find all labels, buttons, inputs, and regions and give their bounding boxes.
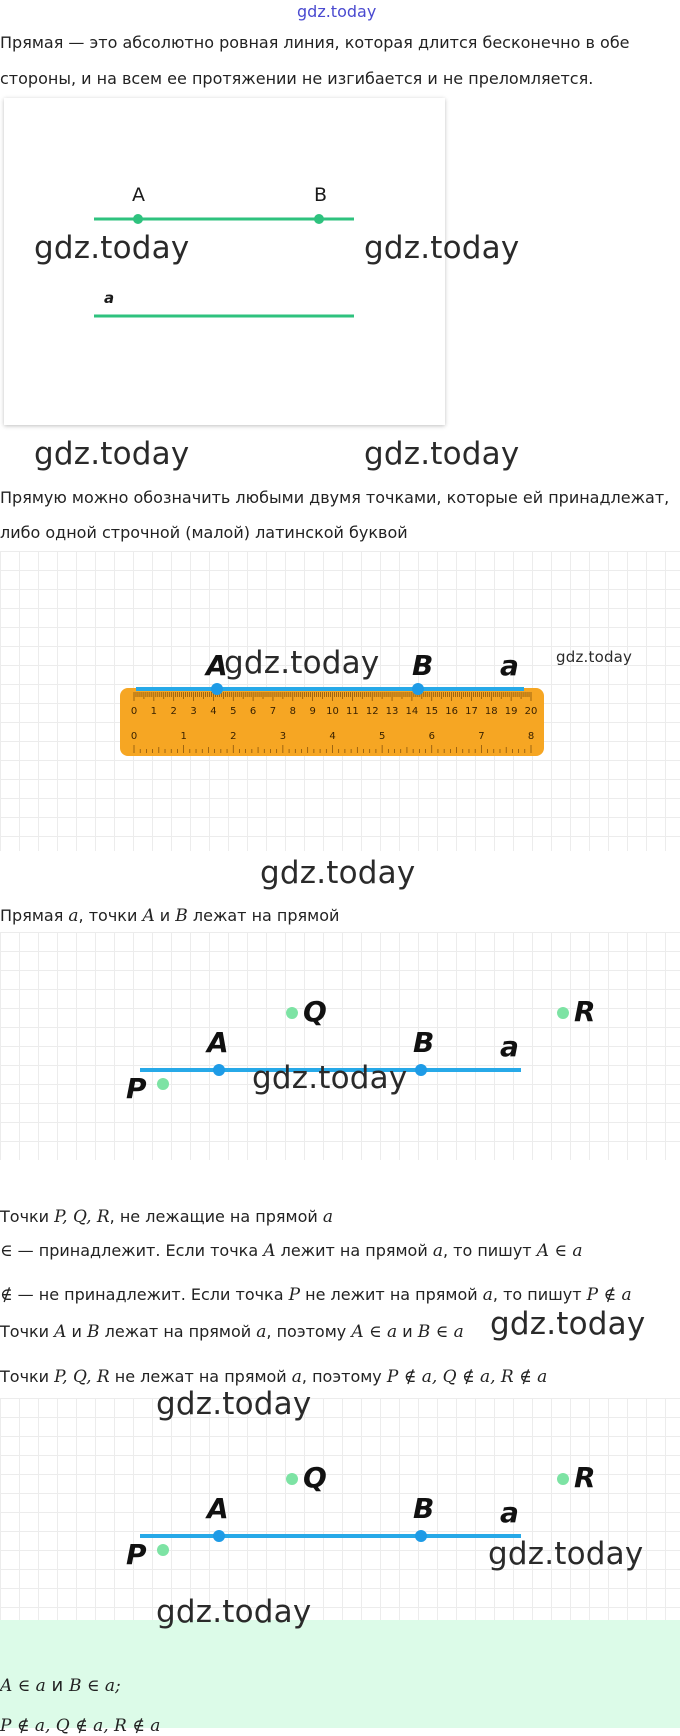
ruler-top-label: 13 <box>385 706 399 717</box>
text: , то пишут <box>492 1285 587 1304</box>
point-b-label: B <box>314 184 328 206</box>
math-a: a <box>482 1285 493 1305</box>
figure-2-drawing <box>0 551 680 851</box>
text4-line-2 <box>0 1241 583 1261</box>
math-a: a <box>432 1241 443 1261</box>
intro-line-2: стороны, и на всем ее протяжении не изгибается и не преломляется. <box>0 69 594 88</box>
text: не лежат на прямой <box>109 1367 292 1386</box>
point-p <box>157 1544 169 1556</box>
ruler-top-label: 8 <box>289 706 296 717</box>
figure-4-drawing <box>0 1398 680 1620</box>
point-r-label: R <box>574 1461 596 1494</box>
math-B: B <box>175 906 188 926</box>
ruler-bottom-label: 3 <box>279 731 287 742</box>
caption-text: и <box>154 906 176 925</box>
math-a: a <box>322 1207 333 1227</box>
text: и <box>45 1675 69 1696</box>
text: , то пишут <box>442 1241 537 1260</box>
ruler-top-label: 6 <box>249 706 257 717</box>
point-b-label: B <box>413 1026 435 1059</box>
line-a-label: a <box>500 649 519 682</box>
math-pqr: P, Q, R <box>54 1367 110 1387</box>
watermark: gdz.today <box>252 1060 408 1096</box>
text: и <box>66 1322 88 1341</box>
math-B: B <box>87 1322 100 1342</box>
point-a <box>133 214 143 224</box>
math-pqr: P, Q, R <box>54 1207 110 1227</box>
point-q-label: Q <box>303 1461 327 1494</box>
line-a-label: a <box>104 289 115 307</box>
math-expr: A ∈ a <box>351 1322 398 1342</box>
math-a: a <box>68 906 79 926</box>
belongs-symbol: ∈ <box>0 1241 13 1261</box>
watermark: gdz.today <box>156 1594 312 1630</box>
math-expr: P ∉ a, Q ∉ a, R ∉ a <box>0 1716 161 1736</box>
text4-line-1 <box>0 1207 333 1227</box>
ruler-top-label: 4 <box>210 706 217 717</box>
point-a-label: A <box>207 1026 229 1059</box>
ruler-top-label: 5 <box>230 706 237 717</box>
math-expr: B ∈ a <box>417 1322 464 1342</box>
text: лежит на прямой <box>275 1241 433 1260</box>
naming-line-2: либо одной строчной (малой) латинской буквой <box>0 523 408 542</box>
summary-line-1 <box>0 1676 121 1696</box>
text: — принадлежит. Если точка <box>12 1241 264 1260</box>
ruler-bottom-label: 2 <box>230 731 237 742</box>
naming-line-1: Прямую можно обозначить любыми двумя точками, которые ей принадлежат, <box>0 488 670 507</box>
text: лежат на прямой <box>99 1322 257 1341</box>
ruler-top-label: 10 <box>326 706 339 717</box>
watermark: gdz.today <box>490 1306 646 1342</box>
ruler-top-label: 20 <box>524 706 538 717</box>
point-b-label: B <box>413 1492 435 1525</box>
watermark: gdz.today <box>260 855 416 891</box>
math-a: a <box>291 1367 302 1387</box>
math-P: P <box>288 1285 301 1305</box>
point-b-label: B <box>412 649 434 682</box>
caption-text: Прямая <box>0 906 69 925</box>
ruler-bottom-label: 7 <box>478 731 485 742</box>
ruler-top-label: 3 <box>190 706 197 717</box>
watermark: gdz.today <box>34 436 190 472</box>
intro-line-1: Прямая — это абсолютно ровная линия, которая длится бесконечно в обе <box>0 33 630 52</box>
ruler-top-label: 0 <box>130 706 138 717</box>
point-q <box>286 1473 298 1485</box>
text: Точки <box>0 1367 55 1386</box>
text: Точки <box>0 1207 55 1226</box>
caption-text: лежат на прямой <box>187 906 340 925</box>
point-p <box>157 1078 169 1090</box>
ruler-bottom-label: 0 <box>130 731 138 742</box>
point-p-label: P <box>126 1538 147 1571</box>
point-r <box>557 1007 569 1019</box>
ruler-top-label: 19 <box>504 706 518 717</box>
point-a <box>213 1064 225 1076</box>
point-b <box>412 683 424 695</box>
caption-text: , точки <box>78 906 143 925</box>
ruler-bottom-label: 5 <box>378 731 386 742</box>
text4-line-4 <box>0 1322 464 1342</box>
point-a <box>211 683 223 695</box>
math-expr: A ∈ a <box>0 1676 46 1696</box>
math-expr: P ∉ a, Q ∉ a, R ∉ a <box>386 1367 548 1387</box>
math-expr: P ∉ a <box>586 1285 632 1305</box>
point-r <box>557 1473 569 1485</box>
figure-3-drawing <box>0 932 680 1160</box>
point-a <box>213 1530 225 1542</box>
line-a-label: a <box>500 1030 519 1063</box>
ruler-top-label: 12 <box>365 706 379 717</box>
ruler-top-label: 7 <box>269 706 277 717</box>
line-a-label: a <box>500 1496 519 1529</box>
ruler-bottom-label: 4 <box>329 731 336 742</box>
summary-panel <box>0 1620 680 1728</box>
ruler-top-label: 1 <box>150 706 158 717</box>
watermark: gdz.today <box>556 648 633 666</box>
ruler-top-label: 17 <box>465 706 478 717</box>
text: , поэтому <box>301 1367 387 1386</box>
watermark: gdz.today <box>224 645 380 681</box>
text: и <box>397 1322 418 1341</box>
point-p-label: P <box>126 1072 147 1105</box>
ruler-bottom-label: 8 <box>527 731 535 742</box>
watermark: gdz.today <box>364 230 520 266</box>
summary-line-2 <box>0 1716 160 1736</box>
math-expr: A ∈ a <box>536 1241 583 1261</box>
watermark: gdz.today <box>156 1386 312 1422</box>
text4-line-3 <box>0 1285 632 1305</box>
point-a-label: A <box>206 649 228 682</box>
point-b <box>415 1064 427 1076</box>
text4-line-5 <box>0 1367 547 1387</box>
watermark: gdz.today <box>34 230 190 266</box>
not-belongs-symbol: ∉ <box>0 1285 13 1305</box>
point-r-label: R <box>574 995 596 1028</box>
math-a: a <box>256 1322 267 1342</box>
ruler-top-label: 2 <box>170 706 177 717</box>
text: — не принадлежит. Если точка <box>12 1285 289 1304</box>
watermark-top: gdz.today <box>297 2 377 21</box>
ruler-top-label: 11 <box>345 706 359 717</box>
ruler-top-label: 18 <box>484 706 498 717</box>
text: , не лежащие на прямой <box>109 1207 323 1226</box>
point-b <box>415 1530 427 1542</box>
point-a-label: A <box>207 1492 229 1525</box>
point-q-label: Q <box>303 995 327 1028</box>
text: Точки <box>0 1322 55 1341</box>
text: не лежит на прямой <box>300 1285 483 1304</box>
ruler-top-label: 9 <box>309 706 316 717</box>
ruler-top-label: 14 <box>405 706 419 717</box>
watermark: gdz.today <box>488 1536 644 1572</box>
math-A: A <box>54 1322 67 1342</box>
point-q <box>286 1007 298 1019</box>
math-A: A <box>142 906 155 926</box>
point-a-label: A <box>132 184 145 206</box>
math-expr: B ∈ a; <box>68 1676 121 1696</box>
watermark: gdz.today <box>364 436 520 472</box>
ruler-top-label: 16 <box>445 706 458 717</box>
math-A: A <box>263 1241 276 1261</box>
point-b <box>314 214 324 224</box>
caption-3 <box>0 906 339 926</box>
text: , поэтому <box>266 1322 352 1341</box>
ruler-bottom-label: 1 <box>180 731 187 742</box>
ruler-top-label: 15 <box>425 706 439 717</box>
ruler-bottom-label: 6 <box>428 731 435 742</box>
